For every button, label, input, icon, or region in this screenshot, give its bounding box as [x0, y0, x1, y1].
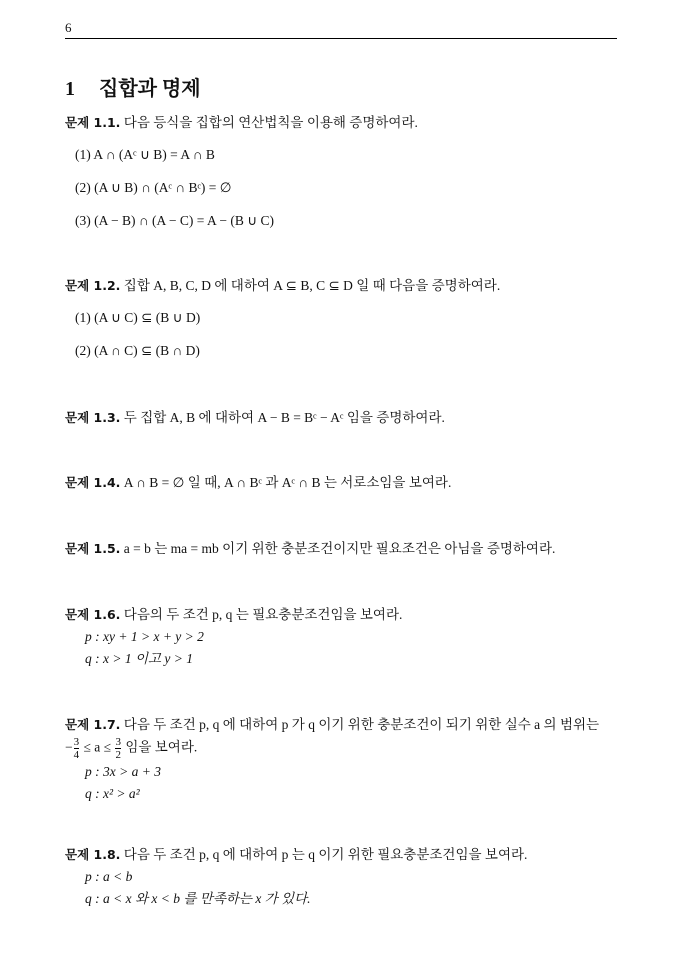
problem-text: A ∩ B = ∅ 일 때, A ∩ Bᶜ 과 Aᶜ ∩ B 는 서로소임을 보여라. — [123, 475, 452, 490]
problem-label: 문제 1.6. — [65, 607, 121, 622]
problem-1-8 — [65, 844, 625, 910]
problem-text: 집합 A, B, C, D 에 대하여 A ⊆ B, C ⊆ D 일 때 다음을 증명하여라. — [123, 278, 501, 293]
condition-q: q : x² > a² — [85, 786, 140, 801]
range-line — [65, 736, 625, 761]
numerator: 3 — [73, 736, 80, 748]
denominator: 2 — [115, 749, 121, 761]
problem-label: 문제 1.1. — [65, 115, 121, 130]
numerator: 3 — [115, 736, 121, 748]
problem-1-4 — [65, 472, 625, 494]
range-prefix: − — [65, 739, 73, 755]
range-middle: ≤ a ≤ — [83, 739, 112, 755]
problem-1-2 — [65, 275, 625, 362]
problem-item: (2) (A ∩ C) ⊆ (B ∩ D) — [75, 343, 200, 358]
denominator: 4 — [73, 749, 80, 761]
problem-label: 문제 1.3. — [65, 410, 121, 425]
problem-1-5 — [65, 538, 625, 560]
problem-label: 문제 1.2. — [65, 278, 121, 293]
section-heading — [65, 72, 201, 101]
problem-text: 다음 등식을 집합의 연산법칙을 이용해 증명하여라. — [123, 115, 418, 130]
header-rule — [65, 38, 617, 39]
fraction-left — [74, 736, 80, 761]
condition-q: q : a < x 와 x < b 를 만족하는 x 가 있다. — [85, 891, 311, 906]
problem-item: (1) A ∩ (Aᶜ ∪ B) = A ∩ B — [75, 147, 215, 162]
problem-label: 문제 1.8. — [65, 847, 121, 862]
problem-text: a = b 는 ma = mb 이기 위한 충분조건이지만 필요조건은 아님을 증명하여라. — [123, 541, 556, 556]
range-suffix: 임을 보여라. — [125, 739, 198, 755]
section-number: 1 — [65, 78, 75, 100]
condition-p: p : 3x > a + 3 — [85, 764, 161, 779]
problem-item: (2) (A ∪ B) ∩ (Aᶜ ∩ Bᶜ) = ∅ — [75, 180, 232, 195]
fraction-right — [115, 736, 121, 761]
condition-p: p : a < b — [85, 869, 133, 884]
condition-q: q : x > 1 이고 y > 1 — [85, 651, 194, 666]
problem-1-1 — [65, 112, 625, 232]
problem-1-7 — [65, 714, 625, 805]
problem-text: 다음의 두 조건 p, q 는 필요충분조건임을 보여라. — [123, 607, 403, 622]
problem-1-6 — [65, 604, 625, 670]
problem-item: (3) (A − B) ∩ (A − C) = A − (B ∪ C) — [75, 213, 274, 228]
problem-text: 두 집합 A, B 에 대하여 A − B = Bᶜ − Aᶜ 임을 증명하여라. — [123, 410, 445, 425]
problem-label: 문제 1.5. — [65, 541, 121, 556]
problem-label: 문제 1.7. — [65, 717, 121, 732]
section-title: 집합과 명제 — [99, 78, 201, 100]
page-number: 6 — [65, 20, 72, 35]
problem-item: (1) (A ∪ C) ⊆ (B ∪ D) — [75, 310, 201, 325]
condition-p: p : xy + 1 > x + y > 2 — [85, 629, 204, 644]
problem-label: 문제 1.4. — [65, 475, 121, 490]
problem-text: 다음 두 조건 p, q 에 대하여 p 가 q 이기 위한 충분조건이 되기 위한 실수 a 의 범위는 — [123, 717, 600, 732]
problem-text: 다음 두 조건 p, q 에 대하여 p 는 q 이기 위한 필요충분조건임을 보여라. — [123, 847, 528, 862]
problem-1-3 — [65, 407, 625, 429]
